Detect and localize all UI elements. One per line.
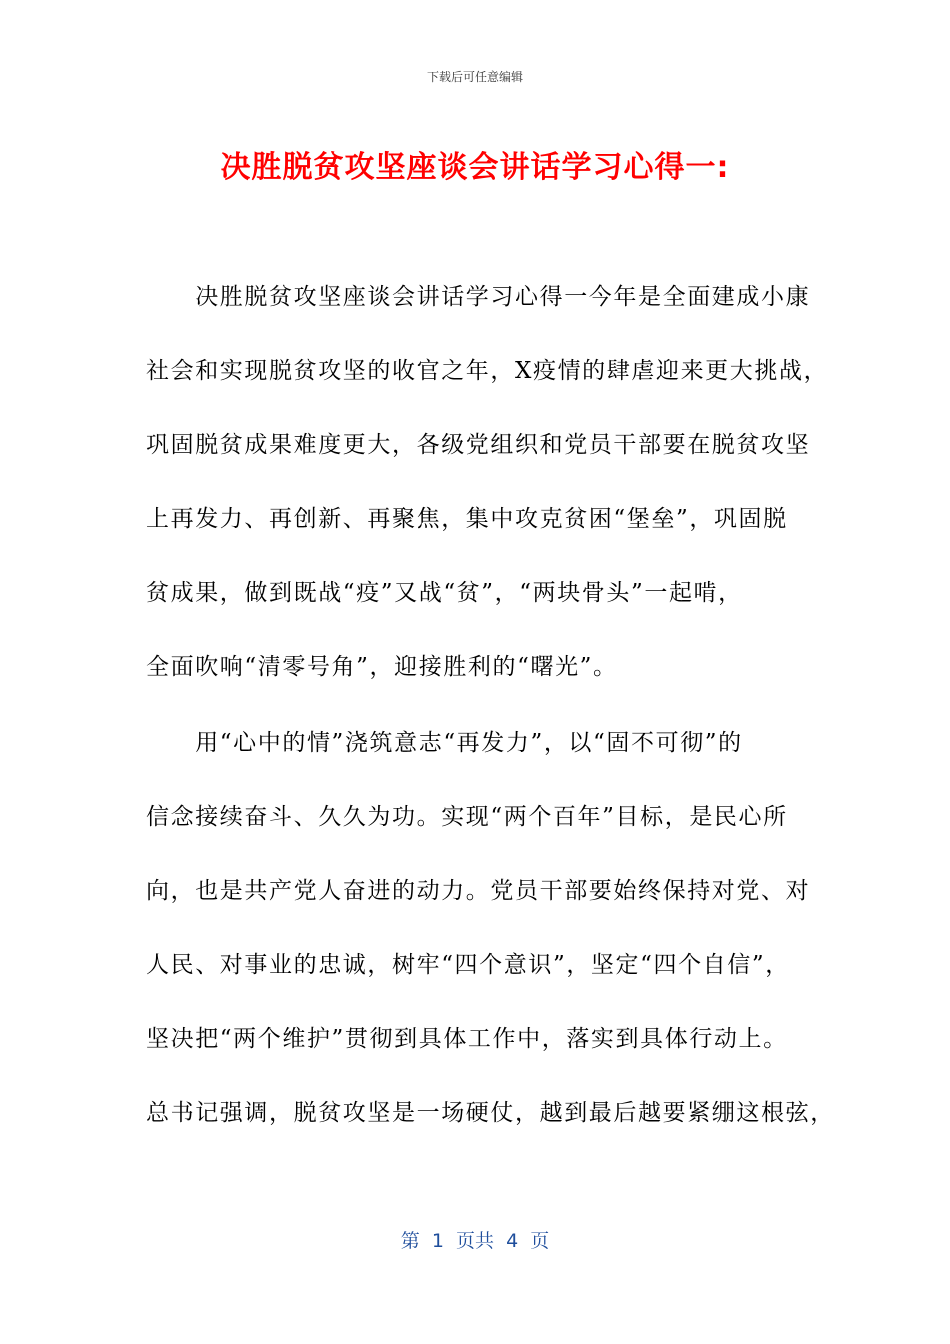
body-line: 全面吹响“清零号角”，迎接胜利的“曙光”。 [146, 654, 618, 680]
body-line: 向，也是共产党人奋进的动力。党员干部要始终保持对党、对 [146, 878, 811, 904]
body-line: 总书记强调，脱贫攻坚是一场硬仗，越到最后越要紧绷这根弦， [146, 1100, 835, 1126]
body-line: 用“心中的情”浇筑意志“再发力”，以“固不可彻”的 [146, 730, 743, 756]
body-line: 贫成果，做到既战“疫”又战“贫”，“两块骨头”一起啃， [146, 580, 743, 606]
header-note: 下载后可任意编辑 [426, 70, 523, 84]
body-line: 决胜脱贫攻坚座谈会讲话学习心得一今年是全面建成小康 [146, 284, 811, 310]
body-line: 坚决把“两个维护”贯彻到具体工作中，落实到具体行动上。 [146, 1026, 788, 1052]
page-footer: 第 1 页共 4 页 [400, 1230, 550, 1252]
body-line: 人民、对事业的忠诚，树牢“四个意识”，坚定“四个自信”， [146, 952, 790, 978]
body-line: 社会和实现脱贫攻坚的收官之年，X疫情的肆虐迎来更大挑战， [146, 358, 829, 384]
body-line: 巩固脱贫成果难度更大，各级党组织和党员干部要在脱贫攻坚 [146, 432, 811, 458]
document-title: 决胜脱贫攻坚座谈会讲话学习心得一: [220, 150, 730, 185]
body-line: 上再发力、再创新、再聚焦，集中攻克贫困“堡垒”，巩固脱 [146, 506, 788, 532]
body-line: 信念接续奋斗、久久为功。实现“两个百年”目标，是民心所 [146, 804, 788, 830]
